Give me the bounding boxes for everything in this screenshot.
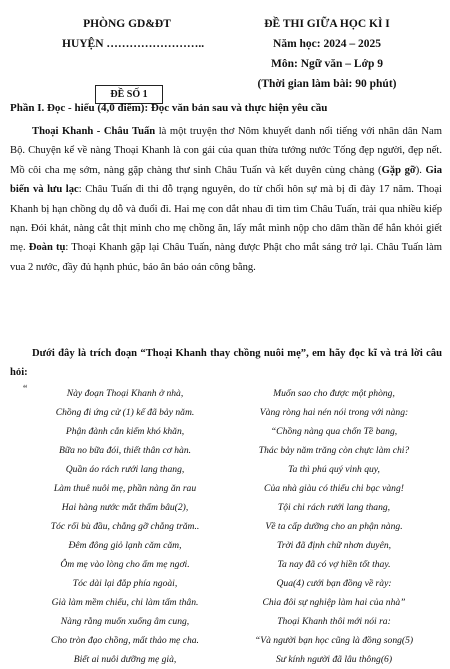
poem-left-column <box>20 384 230 669</box>
intro-text-3: : Châu Tuấn đi thi đỗ trạng nguyên, do từ chối hôn sự mà bị đi đày 17 năm. Thoại Khanh bị hạn chồng dụ dỗ và đuổi đi. Hai mẹ con dắt nhau đi tìm tìm Châu Tuấn, trải qua nhiều kiếp nạn. Đói khát, nàng cắt thịt mình cho mẹ chồng ăn, lấy mắt mình nộp cho dâm thần để hắn khỏi giết mẹ. <box>10 184 442 254</box>
poem-line: Quần áo rách rưới lang thang, <box>65 464 185 475</box>
poem-line: Trời đã định chữ nhơn duyên, <box>276 540 392 551</box>
exam-title: ĐỀ THI GIỮA HỌC KÌ I <box>264 18 390 30</box>
poem-line: Bữa no bữa đói, thiết thân cơ hàn. <box>58 445 192 456</box>
poem-line: Nàng rằng muốn xuống âm cung, <box>60 616 190 627</box>
poem-line: Muốn sao cho được một phòng, <box>273 388 395 399</box>
poem-line: Tội chi rách rưới lang thang, <box>277 502 391 513</box>
intro-text-1: là một truyện thơ Nôm khuyết danh nổi tiếng với nhân dân Nam Bộ. Chuyện kể về nàng Thoại Khanh là con gái của quan thừa tướng nước Tống đẹp người, đẹp nết. Mồ côi cha mẹ sớm, nàng gặp chàng thư sinh Châu Tuấn và kết duyên cùng chàng ( <box>10 126 442 176</box>
exam-code-badge: ĐỀ SỐ 1 <box>95 85 163 104</box>
district-name: HUYỆN …………………….. <box>62 38 205 50</box>
poem-right-column <box>228 384 440 669</box>
poem-open-quote: “ <box>22 384 28 395</box>
poem-line: Ôm mẹ vào lòng cho ấm mẹ ngơi. <box>60 559 190 570</box>
poem-line: Của nhà giàu có thiếu chi bạc vàng! <box>264 483 404 494</box>
part1-title: Phần I. Đọc - hiểu (4,0 điểm): Đọc văn bản sau và thực hiện yêu cầu <box>10 102 328 114</box>
poem-line: Thoại Khanh thôi mới nói ra: <box>277 616 391 627</box>
poem-line: Làm thuê nuôi mẹ, phần nàng ăn rau <box>53 483 197 494</box>
poem-line: Tóc dài lại đắp phía ngoài, <box>72 578 178 589</box>
department-name: PHÒNG GD&ĐT <box>83 18 171 30</box>
poem-line: Già làm mềm chiếu, chi làm tấm thân. <box>51 597 199 608</box>
poem-line: Đêm đông giỏ lạnh căm căm, <box>68 540 182 551</box>
poem-line: Biết ai nuôi dưỡng mẹ già, <box>73 654 177 665</box>
poem-line: Thác bảy năm trăng còn chực làm chi? <box>258 445 410 456</box>
poem-line: Tóc rối bù đầu, chẳng gỡ chẳng trăm.. <box>50 521 200 532</box>
term-turmoil: Gia biến và lưu lạc <box>10 164 442 196</box>
poem-line: Ta nay đã có vợ hiền tốt thay. <box>277 559 391 570</box>
school-year: Năm học: 2024 – 2025 <box>273 38 381 50</box>
question-prompt: Dưới đây là trích đoạn “Thoại Khanh thay chồng nuôi mẹ”, em hãy đọc kĩ và trả lời câu hỏi: <box>10 348 442 379</box>
poem-line: Cho tròn đạo chồng, mất thảo mẹ cha. <box>51 635 199 646</box>
poem-line: Qua(4) cưới bạn đồng về rày: <box>276 578 392 589</box>
poem-line: Chồng đi ứng cử (1) kể đã bảy năm. <box>55 407 195 418</box>
work-title: Thoại Khanh - Châu Tuấn <box>32 126 156 137</box>
poem-line: Hai hàng nước mắt thấm bâu(2), <box>61 502 189 513</box>
poem-line: “Chồng nàng qua chốn Tề bang, <box>270 426 398 437</box>
poem-line: Về ta cấp dưỡng cho an phận nàng. <box>265 521 403 532</box>
poem-line: Này đoạn Thoại Khanh ở nhà, <box>66 388 184 399</box>
intro-text-4: : Thoại Khanh gặp lại Châu Tuấn, nàng được Phật cho mắt sáng trở lại. Châu Tuấn làm vua 2 nước, đầy đủ hạnh phúc, báo ân báo oán công bằng. <box>10 242 442 273</box>
intro-paragraph <box>10 122 442 277</box>
poem-line: Chia đôi sự nghiệp làm hai của nhà” <box>262 597 406 608</box>
poem-line: Ta thì phú quý vinh quy, <box>288 464 380 475</box>
subject-line: Môn: Ngữ văn – Lớp 9 <box>271 58 383 70</box>
poem-line: Phận đành cắn kiếm khó khăn, <box>65 426 185 437</box>
intro-text-2: ). <box>415 164 426 176</box>
poem-line: “Và người bạn học cũng là đồng song(5) <box>254 635 414 646</box>
poem-line: Vàng ròng hai nén nói trong với nàng: <box>259 407 409 418</box>
poem-line: Sư kính người đã lâu thông(6) <box>275 654 393 665</box>
duration-line: (Thời gian làm bài: 90 phút) <box>257 78 397 90</box>
term-meeting: Gặp gỡ <box>381 164 416 176</box>
term-reunion: Đoàn tụ <box>28 242 66 254</box>
